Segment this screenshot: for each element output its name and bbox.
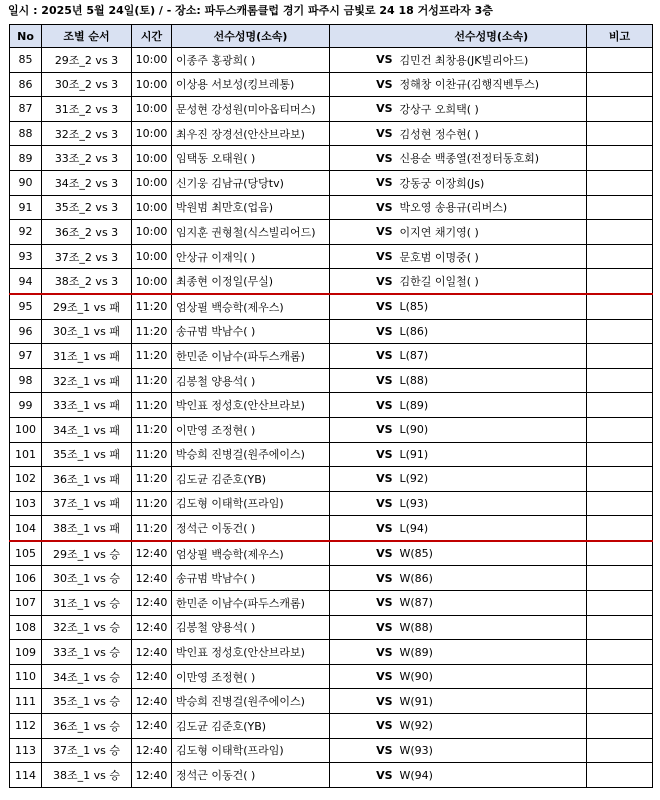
cell-player1: 최우진 장경선(안산브라보): [172, 121, 330, 146]
cell-group: 36조_2 vs 3: [42, 220, 132, 245]
cell-time: 11:20: [132, 417, 172, 442]
cell-time: 11:20: [132, 344, 172, 369]
cell-player1: 박인표 정성호(안산브라보): [172, 393, 330, 418]
cell-vs: VS: [330, 714, 397, 739]
cell-no: 100: [10, 417, 42, 442]
cell-player2: 강동궁 이장희(Js): [397, 170, 587, 195]
cell-group: 37조_1 vs 승: [42, 738, 132, 763]
cell-vs: VS: [330, 294, 397, 319]
cell-time: 10:00: [132, 195, 172, 220]
table-row: [10, 170, 653, 195]
cell-group: 32조_2 vs 3: [42, 121, 132, 146]
cell-no: 88: [10, 121, 42, 146]
cell-note: [587, 615, 653, 640]
cell-time: 11:20: [132, 516, 172, 541]
cell-player1: 문성현 강성원(미아옵티머스): [172, 97, 330, 122]
cell-vs: VS: [330, 146, 397, 171]
cell-player2: W(86): [397, 566, 587, 591]
cell-vs: VS: [330, 195, 397, 220]
cell-player1: 엄상필 백승학(제우스): [172, 541, 330, 566]
column-header-player2: 선수성명(소속): [397, 25, 587, 48]
cell-no: 94: [10, 269, 42, 294]
cell-time: 10:00: [132, 121, 172, 146]
table-row: [10, 689, 653, 714]
cell-vs: VS: [330, 664, 397, 689]
table-row: [10, 591, 653, 616]
cell-player1: 박승희 진병걸(원주에이스): [172, 442, 330, 467]
cell-group: 34조_1 vs 패: [42, 417, 132, 442]
column-header-player1: 선수성명(소속): [172, 25, 330, 48]
cell-time: 12:40: [132, 640, 172, 665]
table-row: [10, 319, 653, 344]
cell-group: 38조_2 vs 3: [42, 269, 132, 294]
table-row: [10, 516, 653, 541]
column-header-note: 비고: [587, 25, 653, 48]
cell-player2: W(89): [397, 640, 587, 665]
cell-vs: VS: [330, 269, 397, 294]
column-header-no: No: [10, 25, 42, 48]
cell-player2: L(88): [397, 368, 587, 393]
table-row: [10, 467, 653, 492]
cell-player2: L(90): [397, 417, 587, 442]
cell-player2: 김민건 최창용(JK빌리아드): [397, 48, 587, 73]
cell-vs: VS: [330, 319, 397, 344]
cell-player2: L(94): [397, 516, 587, 541]
cell-player2: W(87): [397, 591, 587, 616]
cell-player1: 김도균 김준호(YB): [172, 467, 330, 492]
cell-vs: VS: [330, 48, 397, 73]
cell-player1: 박원범 최만호(업음): [172, 195, 330, 220]
cell-group: 31조_1 vs 패: [42, 344, 132, 369]
table-row: [10, 442, 653, 467]
cell-player2: W(85): [397, 541, 587, 566]
cell-time: 10:00: [132, 97, 172, 122]
cell-note: [587, 244, 653, 269]
cell-player1: 엄상필 백승학(제우스): [172, 294, 330, 319]
cell-no: 103: [10, 491, 42, 516]
cell-note: [587, 97, 653, 122]
cell-vs: VS: [330, 763, 397, 788]
cell-no: 101: [10, 442, 42, 467]
schedule-header: 일시 : 2025년 5월 24일(토) / - 장소: 파두스캐롬클럽 경기 파주시 금빛로 24 18 거성프라자 3층: [8, 4, 493, 17]
cell-group: 37조_1 vs 패: [42, 491, 132, 516]
cell-vs: VS: [330, 393, 397, 418]
cell-no: 108: [10, 615, 42, 640]
cell-player2: L(89): [397, 393, 587, 418]
cell-note: [587, 294, 653, 319]
cell-note: [587, 442, 653, 467]
cell-group: 36조_1 vs 승: [42, 714, 132, 739]
cell-player1: 신기웅 김남규(당당tv): [172, 170, 330, 195]
cell-note: [587, 738, 653, 763]
cell-group: 30조_1 vs 승: [42, 566, 132, 591]
cell-player1: 정석근 이동건( ): [172, 516, 330, 541]
cell-no: 92: [10, 220, 42, 245]
cell-player2: W(90): [397, 664, 587, 689]
column-header-time: 시간: [132, 25, 172, 48]
cell-player2: 김한길 이일철( ): [397, 269, 587, 294]
table-row: [10, 294, 653, 319]
cell-player1: 정석근 이동건( ): [172, 763, 330, 788]
cell-vs: VS: [330, 72, 397, 97]
cell-vs: VS: [330, 170, 397, 195]
cell-vs: VS: [330, 344, 397, 369]
cell-player2: 신용순 백종열(전정터동호회): [397, 146, 587, 171]
cell-note: [587, 591, 653, 616]
cell-group: 31조_1 vs 승: [42, 591, 132, 616]
table-row: [10, 48, 653, 73]
cell-time: 12:40: [132, 541, 172, 566]
cell-group: 33조_2 vs 3: [42, 146, 132, 171]
cell-group: 29조_1 vs 승: [42, 541, 132, 566]
cell-note: [587, 72, 653, 97]
cell-no: 109: [10, 640, 42, 665]
table-row: [10, 417, 653, 442]
cell-time: 12:40: [132, 615, 172, 640]
cell-note: [587, 541, 653, 566]
cell-no: 110: [10, 664, 42, 689]
cell-time: 11:20: [132, 393, 172, 418]
cell-note: [587, 714, 653, 739]
cell-group: 29조_1 vs 패: [42, 294, 132, 319]
table-row: [10, 738, 653, 763]
table-row: [10, 344, 653, 369]
cell-group: 30조_1 vs 패: [42, 319, 132, 344]
cell-player2: 문호범 이명중( ): [397, 244, 587, 269]
cell-no: 86: [10, 72, 42, 97]
cell-player1: 이만영 조정현( ): [172, 664, 330, 689]
cell-note: [587, 566, 653, 591]
cell-player1: 임지훈 권형철(식스빌리어드): [172, 220, 330, 245]
cell-player1: 김도균 김준호(YB): [172, 714, 330, 739]
cell-player2: W(92): [397, 714, 587, 739]
cell-group: 35조_1 vs 승: [42, 689, 132, 714]
cell-player2: 강상구 오희택( ): [397, 97, 587, 122]
cell-player1: 한민준 이남수(파두스캐롬): [172, 591, 330, 616]
cell-no: 113: [10, 738, 42, 763]
match-schedule-table: [9, 24, 653, 788]
cell-group: 29조_2 vs 3: [42, 48, 132, 73]
cell-time: 11:20: [132, 368, 172, 393]
cell-group: 32조_1 vs 패: [42, 368, 132, 393]
cell-group: 36조_1 vs 패: [42, 467, 132, 492]
cell-no: 105: [10, 541, 42, 566]
cell-group: 31조_2 vs 3: [42, 97, 132, 122]
table-row: [10, 121, 653, 146]
cell-player1: 안상규 이재익( ): [172, 244, 330, 269]
cell-note: [587, 146, 653, 171]
cell-vs: VS: [330, 516, 397, 541]
cell-time: 10:00: [132, 220, 172, 245]
table-row: [10, 491, 653, 516]
cell-player2: W(94): [397, 763, 587, 788]
cell-player2: 박오영 송용규(리버스): [397, 195, 587, 220]
cell-time: 11:20: [132, 319, 172, 344]
table-row: [10, 615, 653, 640]
cell-vs: VS: [330, 121, 397, 146]
cell-group: 34조_1 vs 승: [42, 664, 132, 689]
cell-note: [587, 491, 653, 516]
cell-group: 33조_1 vs 승: [42, 640, 132, 665]
table-row: [10, 566, 653, 591]
cell-vs: VS: [330, 368, 397, 393]
cell-vs: VS: [330, 541, 397, 566]
cell-player1: 한민준 이남수(파두스캐롬): [172, 344, 330, 369]
cell-group: 38조_1 vs 패: [42, 516, 132, 541]
cell-time: 11:20: [132, 442, 172, 467]
column-header-vs: [330, 25, 397, 48]
cell-time: 12:40: [132, 591, 172, 616]
cell-group: 38조_1 vs 승: [42, 763, 132, 788]
cell-group: 37조_2 vs 3: [42, 244, 132, 269]
cell-note: [587, 689, 653, 714]
cell-no: 114: [10, 763, 42, 788]
column-header-group: 조별 순서: [42, 25, 132, 48]
cell-group: 35조_2 vs 3: [42, 195, 132, 220]
table-body: [10, 48, 653, 788]
table-row: [10, 72, 653, 97]
table-row: [10, 269, 653, 294]
cell-no: 97: [10, 344, 42, 369]
cell-no: 87: [10, 97, 42, 122]
cell-vs: VS: [330, 244, 397, 269]
cell-note: [587, 763, 653, 788]
cell-time: 12:40: [132, 714, 172, 739]
cell-no: 99: [10, 393, 42, 418]
cell-group: 35조_1 vs 패: [42, 442, 132, 467]
cell-vs: VS: [330, 615, 397, 640]
cell-group: 33조_1 vs 패: [42, 393, 132, 418]
cell-note: [587, 319, 653, 344]
cell-group: 30조_2 vs 3: [42, 72, 132, 97]
table-row: [10, 146, 653, 171]
cell-note: [587, 344, 653, 369]
cell-no: 95: [10, 294, 42, 319]
cell-time: 12:40: [132, 689, 172, 714]
cell-vs: VS: [330, 640, 397, 665]
cell-player2: L(92): [397, 467, 587, 492]
cell-player1: 이만영 조정현( ): [172, 417, 330, 442]
cell-player2: 정해창 이찬규(김행직벤투스): [397, 72, 587, 97]
table-row: [10, 640, 653, 665]
cell-no: 93: [10, 244, 42, 269]
cell-vs: VS: [330, 738, 397, 763]
cell-time: 12:40: [132, 664, 172, 689]
cell-no: 106: [10, 566, 42, 591]
cell-group: 34조_2 vs 3: [42, 170, 132, 195]
cell-player1: 김봉철 양용석( ): [172, 368, 330, 393]
cell-time: 10:00: [132, 244, 172, 269]
cell-vs: VS: [330, 491, 397, 516]
cell-player2: 이지연 채기영( ): [397, 220, 587, 245]
cell-time: 11:20: [132, 294, 172, 319]
cell-no: 85: [10, 48, 42, 73]
table-row: [10, 195, 653, 220]
cell-note: [587, 170, 653, 195]
cell-vs: VS: [330, 689, 397, 714]
table-header-row: [10, 25, 653, 48]
cell-note: [587, 269, 653, 294]
cell-vs: VS: [330, 566, 397, 591]
cell-player1: 박승희 진병걸(원주에이스): [172, 689, 330, 714]
cell-player1: 김봉철 양용석( ): [172, 615, 330, 640]
cell-player1: 이종주 홍광희( ): [172, 48, 330, 73]
cell-player2: W(88): [397, 615, 587, 640]
cell-note: [587, 417, 653, 442]
cell-vs: VS: [330, 220, 397, 245]
cell-player1: 최종현 이정일(무실): [172, 269, 330, 294]
cell-group: 32조_1 vs 승: [42, 615, 132, 640]
table-row: [10, 541, 653, 566]
cell-time: 10:00: [132, 170, 172, 195]
cell-player1: 송규범 박남수( ): [172, 319, 330, 344]
cell-time: 12:40: [132, 763, 172, 788]
cell-player1: 송규범 박남수( ): [172, 566, 330, 591]
cell-no: 91: [10, 195, 42, 220]
cell-player1: 박인표 정성호(안산브라보): [172, 640, 330, 665]
table-row: [10, 763, 653, 788]
cell-note: [587, 121, 653, 146]
table-row: [10, 393, 653, 418]
cell-no: 111: [10, 689, 42, 714]
cell-no: 102: [10, 467, 42, 492]
table-row: [10, 244, 653, 269]
cell-player2: L(87): [397, 344, 587, 369]
cell-player1: 김도형 이태학(프라임): [172, 738, 330, 763]
cell-player1: 김도형 이태학(프라임): [172, 491, 330, 516]
cell-time: 12:40: [132, 566, 172, 591]
cell-note: [587, 195, 653, 220]
cell-time: 12:40: [132, 738, 172, 763]
cell-time: 10:00: [132, 72, 172, 97]
cell-no: 104: [10, 516, 42, 541]
cell-player2: L(91): [397, 442, 587, 467]
cell-player1: 임택동 오태원( ): [172, 146, 330, 171]
cell-player2: W(93): [397, 738, 587, 763]
cell-player2: W(91): [397, 689, 587, 714]
cell-vs: VS: [330, 442, 397, 467]
cell-no: 112: [10, 714, 42, 739]
cell-player2: L(85): [397, 294, 587, 319]
cell-note: [587, 368, 653, 393]
cell-time: 10:00: [132, 48, 172, 73]
cell-time: 11:20: [132, 467, 172, 492]
cell-vs: VS: [330, 417, 397, 442]
table-row: [10, 714, 653, 739]
cell-note: [587, 467, 653, 492]
cell-no: 89: [10, 146, 42, 171]
cell-player2: L(93): [397, 491, 587, 516]
table-row: [10, 368, 653, 393]
cell-time: 10:00: [132, 146, 172, 171]
cell-player2: 김성현 정수현( ): [397, 121, 587, 146]
cell-no: 98: [10, 368, 42, 393]
cell-note: [587, 640, 653, 665]
cell-player1: 이상용 서보성(킹브레통): [172, 72, 330, 97]
cell-note: [587, 48, 653, 73]
cell-vs: VS: [330, 591, 397, 616]
cell-note: [587, 393, 653, 418]
cell-time: 10:00: [132, 269, 172, 294]
cell-vs: VS: [330, 97, 397, 122]
cell-no: 90: [10, 170, 42, 195]
table-row: [10, 664, 653, 689]
cell-player2: L(86): [397, 319, 587, 344]
cell-no: 96: [10, 319, 42, 344]
cell-vs: VS: [330, 467, 397, 492]
table-row: [10, 97, 653, 122]
table-row: [10, 220, 653, 245]
cell-no: 107: [10, 591, 42, 616]
cell-note: [587, 220, 653, 245]
cell-time: 11:20: [132, 491, 172, 516]
cell-note: [587, 664, 653, 689]
cell-note: [587, 516, 653, 541]
